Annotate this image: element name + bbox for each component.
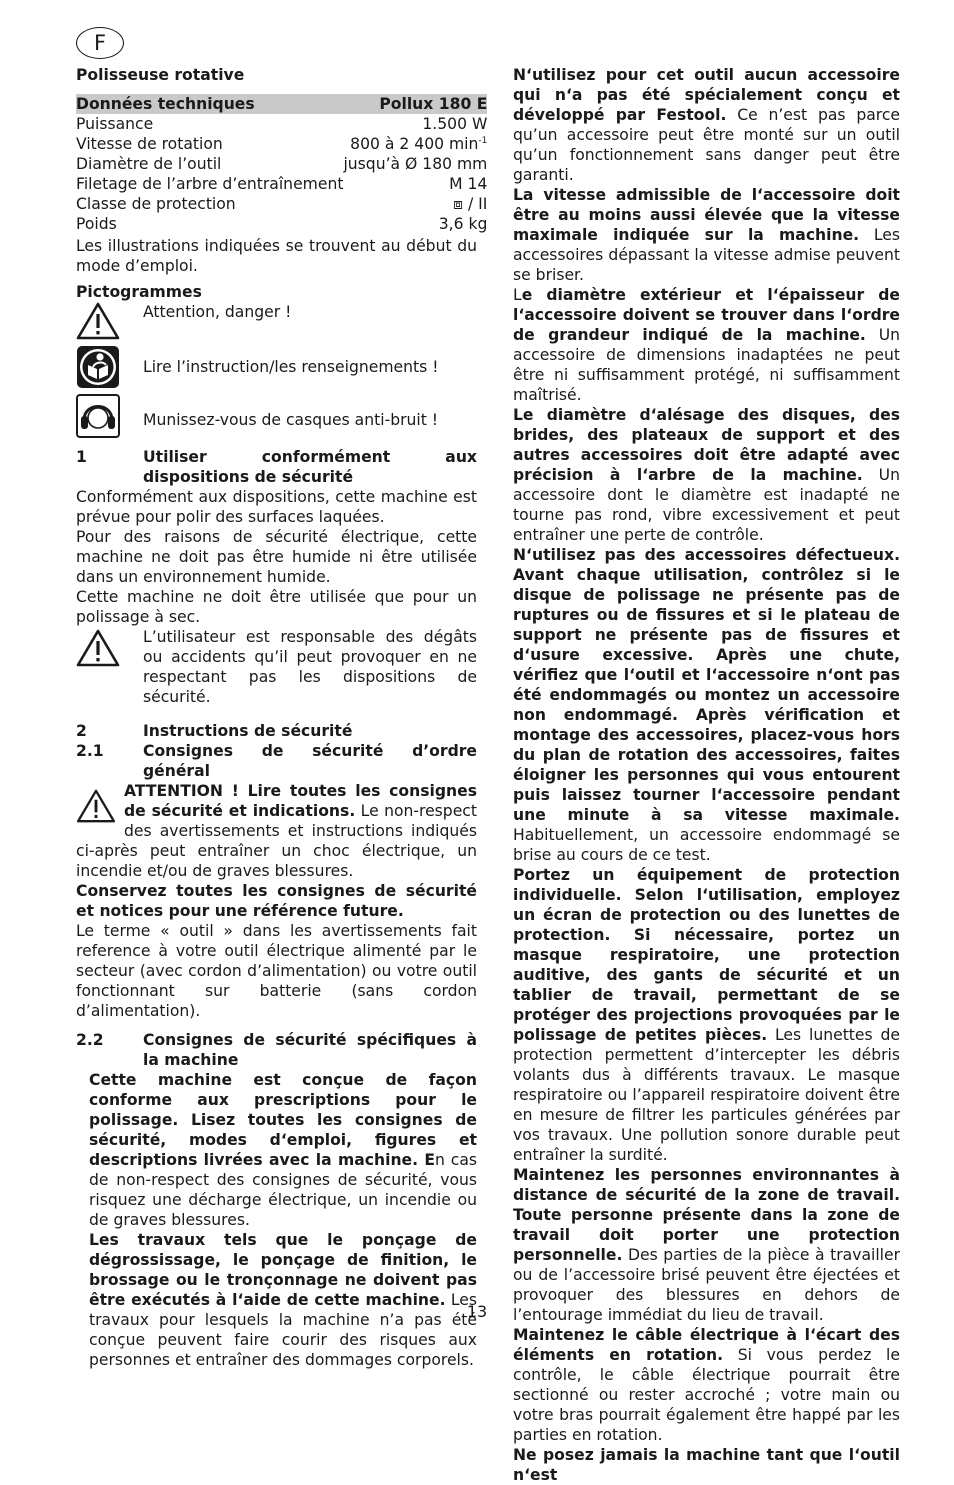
pictograms-heading: Pictogrammes xyxy=(76,283,202,301)
text: Un accessoire dont le diamètre est inadapté ne tourne pas rond, vibre excessivement et peut entraîner une perte de contrôle. xyxy=(513,466,900,544)
row-value: 1.500 W xyxy=(422,115,488,133)
table-row xyxy=(76,194,487,214)
text: L xyxy=(513,286,522,304)
row-value: ⧈ / II xyxy=(453,195,488,213)
paragraph xyxy=(513,405,900,545)
section-2-2-heading xyxy=(76,1030,477,1070)
paragraph xyxy=(89,1070,477,1230)
row-value: 800 à 2 400 min xyxy=(350,135,479,153)
paragraph xyxy=(513,1165,900,1325)
text: Habituellement, un accessoire endommagé se brise au cours de ce test. xyxy=(513,826,900,864)
page-number: 13 xyxy=(466,1302,488,1321)
ear-protection-icon xyxy=(76,394,143,438)
paragraph xyxy=(513,1445,900,1485)
list-item xyxy=(76,392,477,440)
tech-data-header-label: Données techniques xyxy=(76,94,343,114)
paragraph xyxy=(89,1230,477,1370)
row-value: 3,6 kg xyxy=(438,215,488,233)
row-label: Poids xyxy=(76,215,117,233)
bold-text: Ne posez jamais la machine tant que l‘outil n‘est xyxy=(513,1446,900,1484)
illustrations-note: Les illustrations indiquées se trouvent au début du mode d’emploi. xyxy=(76,237,477,275)
table-row xyxy=(76,114,487,134)
list-item xyxy=(76,342,477,392)
bold-text: N‘utilisez pas des accessoires défectueux. Avant chaque utilisation, contrôlez si le disque de polissage ne présente pas de ruptures ou de fissures et si le plateau de support ne présente pas de fissures et d‘usure excessive. Après une chute, vérifiez que l‘outil et l‘accessoire n‘ont pas été endommagés ou montez un accessoire non endommagé. Après vérification et montage des accessoires, placez-vous hors du plan de rotation des accessoires, faites éloigner les personnes qui vous entourent puis laissez tourner l‘accessoire pendant une minute à sa vitesse maximale. xyxy=(513,546,900,824)
text: Les accessoires dépassant la vitesse admise peuvent se briser. xyxy=(513,226,900,284)
bold-text: Maintenez les personnes environnantes à distance de sécurité de la zone de travail. Toute personne présente dans la zone de travail doit porter une protection personnelle. xyxy=(513,1166,900,1264)
language-badge xyxy=(76,27,124,59)
right-column xyxy=(513,65,900,1485)
paragraph xyxy=(513,285,900,405)
bold-text: Le diamètre d‘alésage des disques, des brides, des plateaux de support et des autres accessoires doit être adapté avec précision à l‘arbre de la machine. xyxy=(513,406,900,484)
warning-triangle-icon xyxy=(76,627,143,707)
list-item xyxy=(76,302,477,342)
paragraph: Pour des raisons de sécurité électrique, cette machine ne doit pas être humide ni être utilisée dans un environnement humide. xyxy=(76,528,477,586)
warning-paragraph xyxy=(76,627,477,707)
section-2-heading xyxy=(76,721,477,741)
paragraph xyxy=(76,781,477,881)
bold-text: ATTENTION ! Lire toutes les consignes de sécurité et indications. xyxy=(124,782,477,820)
row-label: Vitesse de rotation xyxy=(76,135,223,153)
paragraph: L’utilisateur est responsable des dégâts ou accidents qu’il peut provoquer en ne respectant pas les dispositions de sécurité. xyxy=(143,628,477,706)
section-1-heading xyxy=(76,447,477,487)
section-title: Instructions de sécurité xyxy=(143,722,353,740)
bold-text: N‘utilisez pour cet outil aucun accessoire qui n‘a pas été spécialement conçu et développé par Festool. xyxy=(513,66,900,124)
bold-text: e diamètre extérieur et l‘épaisseur de l‘accessoire doivent se trouver dans l‘ordre de grandeur indiqué de la machine. xyxy=(513,286,900,344)
paragraph xyxy=(513,185,900,285)
paragraph xyxy=(513,1325,900,1445)
row-value-exponent: -1 xyxy=(478,135,488,146)
row-value: jusqu’à Ø 180 mm xyxy=(343,155,488,173)
pictogram-text: Attention, danger ! xyxy=(143,303,292,321)
row-value: M 14 xyxy=(449,175,488,193)
text: Ce n’est pas parce qu’un accessoire peut être monté sur un outil qu’un fonctionnement sans danger peut être garanti. xyxy=(513,106,901,184)
paragraph xyxy=(513,545,900,865)
general-warning-block xyxy=(76,781,477,881)
row-label: Filetage de l’arbre d’entraînement xyxy=(76,175,344,193)
bold-text: La vitesse admissible de l‘accessoire doit être au moins aussi élevée que la vitesse maximale indiquée sur la machine. xyxy=(513,186,900,244)
paragraph: Le terme « outil » dans les avertissements fait reference à votre outil électrique alimenté par le secteur (avec cordon d’alimentation) ou votre outil fonctionnant sur batterie (sans cordon d’alimentation). xyxy=(76,922,477,1020)
paragraph xyxy=(513,865,900,1165)
text: Les travaux pour lesquels la machine n’a pas été conçue peuvent faire courir des risques aux personnes et entraîner des dommages corporels. xyxy=(89,1291,477,1369)
warning-triangle-icon xyxy=(76,789,116,823)
section-title: Consignes de sécurité spécifiques à la machine xyxy=(143,1031,477,1069)
section-title: Utiliser conformément aux dispositions de sécurité xyxy=(143,448,477,486)
text: Un accessoire de dimensions inadaptées ne peut être ni suffisamment protégé, ni suffisamment maîtrisé. xyxy=(513,326,900,404)
paragraph: Cette machine ne doit être utilisée que pour un polissage à sec. xyxy=(76,588,477,626)
read-manual-icon xyxy=(76,345,143,389)
tech-data-header xyxy=(76,94,487,114)
tech-data-header-model: Pollux 180 E xyxy=(343,94,487,114)
row-label: Classe de protection xyxy=(76,195,236,213)
section-2-2-body xyxy=(76,1070,477,1370)
language-code: F xyxy=(93,30,107,55)
section-number: 2.1 xyxy=(76,742,104,760)
paragraph: Conformément aux dispositions, cette machine est prévue pour polir des surfaces laquées. xyxy=(76,488,477,526)
text: Les lunettes de protection permettent d’intercepter les débris volants dus à différents travaux. Le masque respiratoire ou l’appareil respiratoire doivent être en mesure de filtrer les particules générées par vos travaux. Une pollution sonore durable peut entraîner la surdité. xyxy=(513,1026,901,1164)
product-title: Polisseuse rotative xyxy=(76,66,245,84)
pictogram-text: Lire l’instruction/les renseignements ! xyxy=(143,358,439,376)
table-row xyxy=(76,174,487,194)
section-number: 1 xyxy=(76,448,87,466)
row-value-cell xyxy=(343,134,487,154)
section-2-1-heading xyxy=(76,741,477,781)
paragraph xyxy=(513,65,900,185)
section-number: 2.2 xyxy=(76,1031,104,1049)
table-row xyxy=(76,154,487,174)
bold-text: Les travaux tels que le ponçage de dégrossissage, le ponçage de finition, le brossage ou le tronçonnage ne doivent pas être exécutés à l‘aide de cette machine. xyxy=(89,1231,477,1309)
table-row xyxy=(76,134,487,154)
bold-text: Cette machine est conçue de façon conforme aux prescriptions pour le polissage. Lisez toutes les consignes de sécurité, modes d‘emploi, figures et descriptions livrées avec la machine. E xyxy=(89,1071,477,1169)
row-label: Diamètre de l’outil xyxy=(76,155,222,173)
section-title: Consignes de sécurité d’ordre général xyxy=(143,742,477,780)
section-number: 2 xyxy=(76,722,87,740)
text: Des parties de la pièce à travailler ou de l’accessoire brisé peuvent être éjectées et provoquer des blessures en dehors de l’entourage immédiat du lieu de travail. xyxy=(513,1246,900,1324)
bold-text: Portez un équipement de protection individuelle. Selon l‘utilisation, employez un écran de protection ou des lunettes de protection. Si nécessaire, portez un masque respiratoire, une protection auditive, des gants de sécurité et un tablier de travail, permettant de se protéger des projections provoquées par le polissage de petites pièces. xyxy=(513,866,900,1044)
text: n cas de non-respect des consignes de sécurité, vous risquez une décharge électrique, un incendie ou de graves blessures. xyxy=(89,1151,477,1229)
text: Le non-respect des avertissements et instructions indiqués ci-après peut entraîner un choc électrique, un incendie et/ou de graves blessures. xyxy=(76,802,477,880)
bold-text: Maintenez le câble électrique à l‘écart des éléments en rotation. xyxy=(513,1326,900,1364)
pictogram-text: Munissez-vous de casques anti-bruit ! xyxy=(143,411,439,429)
tech-data-table xyxy=(76,94,487,234)
row-label: Puissance xyxy=(76,115,154,133)
warning-triangle-icon xyxy=(76,302,143,340)
keep-instructions-note: Conservez toutes les consignes de sécurité et notices pour une référence future. xyxy=(76,882,477,920)
text: Si vous perdez le contrôle, le câble électrique pourrait être sectionné ou rester accroché ; votre main ou votre bras pourrait également être happé par les parties en rotation. xyxy=(513,1346,900,1444)
left-column xyxy=(76,65,488,1370)
table-row xyxy=(76,214,487,234)
